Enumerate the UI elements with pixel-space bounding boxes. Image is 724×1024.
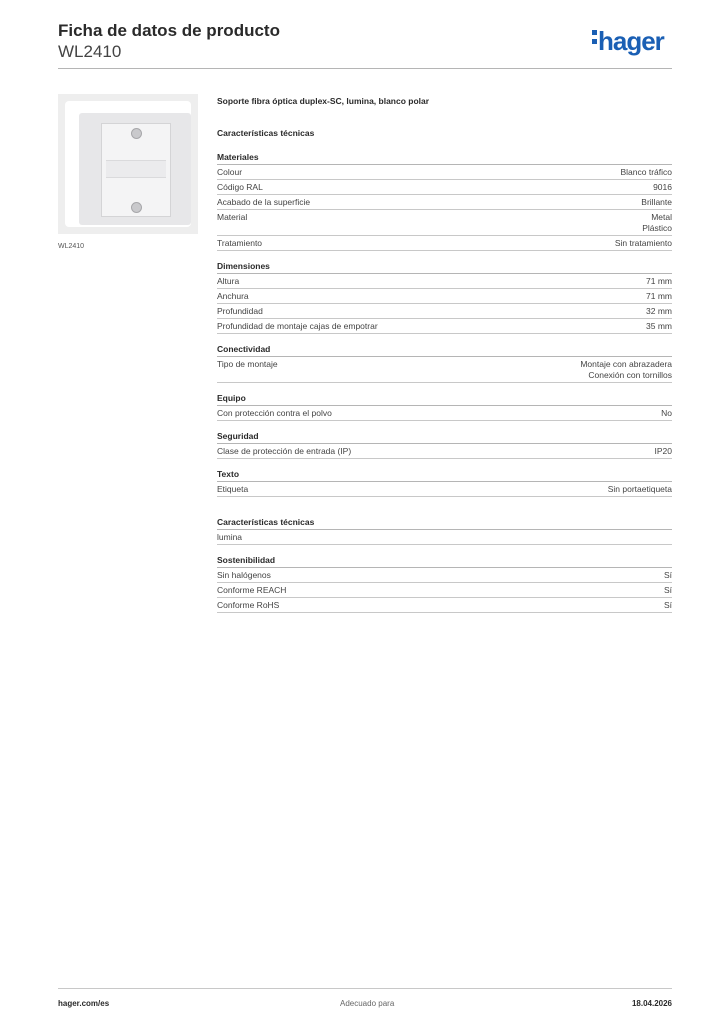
- spec-content: [217, 96, 672, 623]
- product-title: Soporte fibra óptica duplex-SC, lumina, blanco polar: [217, 96, 430, 106]
- spec-value: [608, 484, 672, 495]
- spec-section: [217, 431, 672, 459]
- spec-value-line: Conexión con tornillos: [588, 370, 672, 380]
- spec-label: Material: [217, 212, 248, 222]
- spec-label: Conforme RoHS: [217, 600, 280, 610]
- spec-label: Sin halógenos: [217, 570, 271, 580]
- spec-section: [217, 517, 672, 545]
- spec-row: [217, 195, 672, 210]
- footer-date: 18.04.2026: [631, 999, 672, 1008]
- spec-section: [217, 393, 672, 421]
- spec-row: [217, 406, 672, 421]
- spec-value-line: 71 mm: [646, 291, 672, 301]
- image-frame: [65, 101, 191, 227]
- spec-section: [217, 555, 672, 613]
- section-heading: Dimensiones: [217, 261, 672, 274]
- spec-section: [217, 469, 672, 497]
- section-heading: Materiales: [217, 152, 672, 165]
- label-band: [106, 160, 166, 178]
- screw-bottom-icon: [131, 202, 142, 213]
- spec-row: [217, 180, 672, 195]
- spec-label: lumina: [217, 532, 243, 542]
- spec-value: [615, 238, 672, 249]
- spec-label: Profundidad: [217, 306, 263, 316]
- spec-value-line: Sí: [663, 570, 672, 580]
- spec-value: [621, 167, 673, 178]
- spec-row: [217, 274, 672, 289]
- spec-value: [646, 291, 672, 302]
- spec-value: [642, 212, 672, 234]
- spec-value-line: IP20: [654, 446, 672, 456]
- spec-row: [217, 583, 672, 598]
- spec-value: [653, 182, 672, 193]
- spec-value: [664, 600, 672, 611]
- spec-value: [646, 306, 672, 317]
- spec-value-line: Brillante: [641, 197, 672, 207]
- spec-label: Conforme REACH: [217, 585, 287, 595]
- spec-value-line: Montaje con abrazadera: [580, 359, 672, 369]
- spec-label: Etiqueta: [217, 484, 249, 494]
- spec-row: [217, 357, 672, 383]
- logo-dots-icon: [592, 26, 598, 48]
- spec-row: [217, 319, 672, 334]
- spec-label: Tipo de montaje: [217, 359, 278, 369]
- spec-value-line: Sí: [663, 585, 672, 595]
- spec-label: Anchura: [217, 291, 249, 301]
- spec-value: [664, 570, 672, 581]
- header-divider: [58, 68, 672, 69]
- spec-label: Colour: [217, 167, 243, 177]
- spec-row: [217, 210, 672, 236]
- spec-value-line: 32 mm: [646, 306, 672, 316]
- screw-top-icon: [131, 128, 142, 139]
- document-header: [58, 20, 280, 62]
- logo-text: hager: [598, 26, 664, 56]
- product-image: [58, 94, 198, 234]
- intro-heading: Características técnicas: [217, 128, 315, 138]
- spec-label: Con protección contra el polvo: [217, 408, 332, 418]
- spec-value: [646, 321, 672, 332]
- spec-section: [217, 261, 672, 334]
- spec-value-line: 35 mm: [646, 321, 672, 331]
- spec-value-line: Blanco tráfico: [620, 167, 672, 177]
- spec-value: [641, 197, 672, 208]
- spec-label: Acabado de la superficie: [217, 197, 311, 207]
- spec-value-line: Metal: [651, 212, 672, 222]
- spec-sections: [217, 152, 672, 613]
- hager-logo: [592, 26, 664, 56]
- spec-section: [217, 344, 672, 383]
- spec-row: [217, 236, 672, 251]
- spec-row: [217, 530, 672, 545]
- intro-heading-block: [217, 128, 672, 138]
- spec-label: Altura: [217, 276, 240, 286]
- page-footer: [58, 988, 672, 1008]
- spec-row: [217, 568, 672, 583]
- spec-label: Código RAL: [217, 182, 263, 192]
- spec-value: [661, 408, 672, 419]
- spec-label: Tratamiento: [217, 238, 263, 248]
- spec-row: [217, 482, 672, 497]
- spec-value-line: No: [661, 408, 672, 418]
- section-heading: Sostenibilidad: [217, 555, 672, 568]
- spec-value-line: Sí: [663, 600, 672, 610]
- section-heading: Equipo: [217, 393, 672, 406]
- footer-website: hager.com/es: [58, 999, 110, 1008]
- spec-row: [217, 598, 672, 613]
- spec-value-line: 9016: [653, 182, 672, 192]
- spec-row: [217, 304, 672, 319]
- page-title: Ficha de datos de producto: [58, 21, 280, 40]
- spec-row: [217, 444, 672, 459]
- spec-value: [655, 446, 673, 457]
- spec-value-line: Sin portaetiqueta: [607, 484, 672, 494]
- spec-value-line: Plástico: [642, 223, 672, 233]
- spec-value-line: 71 mm: [646, 276, 672, 286]
- spec-value-line: Sin tratamiento: [614, 238, 672, 248]
- spec-value: [664, 585, 672, 596]
- spec-label: Profundidad de montaje cajas de empotrar: [217, 321, 378, 331]
- spec-label: Clase de protección de entrada (IP): [217, 446, 352, 456]
- spec-row: [217, 165, 672, 180]
- spec-value: [646, 276, 672, 287]
- cover-plate: [79, 113, 191, 225]
- footer-suitable-for: Adecuado para: [340, 999, 395, 1008]
- spec-value: [580, 359, 672, 381]
- section-heading: Texto: [217, 469, 672, 482]
- product-code: WL2410: [58, 42, 122, 61]
- spec-section: [217, 152, 672, 251]
- image-caption: WL2410: [58, 243, 85, 250]
- fiber-insert: [101, 123, 171, 217]
- section-heading: Características técnicas: [217, 517, 672, 530]
- section-heading: Seguridad: [217, 431, 672, 444]
- section-heading: Conectividad: [217, 344, 672, 357]
- spec-row: [217, 289, 672, 304]
